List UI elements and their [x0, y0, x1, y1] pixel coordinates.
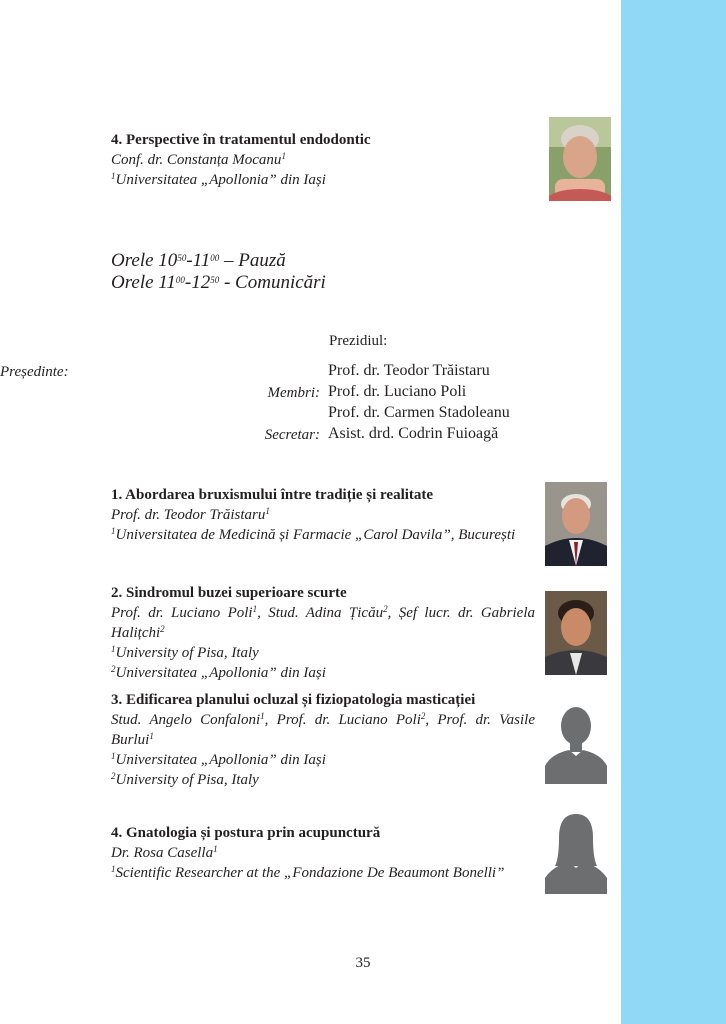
talk-title: 4. Perspective în tratamentul endodontic [111, 132, 371, 148]
presidium-title: Prezidiul: [329, 333, 388, 349]
presidium-role: Membri: [267, 385, 320, 401]
talk-title: 1. Abordarea bruxismului între tradiție și realitate [111, 487, 434, 503]
talk-affiliation: $^1$University of Pisa, Italy [111, 644, 259, 661]
talk-block-3 [111, 690, 535, 790]
talk-author: Conf. dr. Constanța Mocanu$^1$ [111, 151, 286, 168]
presidium-role: Secretar: [264, 427, 320, 443]
talk-block-4 [111, 823, 535, 883]
side-color-band [621, 0, 726, 1024]
talk-affiliation: $^1$Universitatea de Medicină și Farmacie „Carol Davila”, București [111, 526, 516, 543]
talk-affiliation: $^2$Universitatea „Apollonia” din Iași [111, 664, 326, 681]
female-silhouette-icon [545, 808, 607, 894]
talk-title: 3. Edificarea planului ocluzal și fiziopatologia masticației [111, 692, 476, 708]
talk-affiliation: $^1$Universitatea „Apollonia” din Iași [111, 171, 326, 188]
talk-title: 2. Sindromul buzei superioare scurte [111, 585, 347, 601]
page-number: 35 [355, 955, 371, 971]
portrait-woman-photo [549, 117, 611, 201]
presidium-name: Prof. dr. Luciano Poli [328, 383, 467, 400]
talk-author: Prof. dr. Teodor Trăistaru$^1$ [111, 506, 270, 523]
schedule-break: Orele $10^{50}-11^{00}$ – Pauză [111, 250, 286, 271]
talk-authors: Stud. Angelo Confaloni$^1$, Prof. dr. Luciano Poli$^2$, Prof. dr. Vasile Burlui$^1$ [111, 711, 535, 748]
talk-block-endodontic [111, 130, 531, 190]
presidium-name: Prof. dr. Teodor Trăistaru [328, 362, 490, 379]
talk-affiliation: $^2$University of Pisa, Italy [111, 771, 259, 788]
talk-block-1 [111, 485, 535, 545]
portrait-man-dark-hair-photo [545, 591, 607, 675]
male-silhouette-icon [545, 700, 607, 784]
talk-authors: Prof. dr. Luciano Poli$^1$, Stud. Adina Țicău$^2$, Șef lucr. dr. Gabriela Halițchi$^2$ [111, 604, 535, 641]
talk-block-2 [111, 583, 535, 683]
talk-author: Dr. Rosa Casella$^1$ [111, 844, 218, 861]
talk-affiliation: $^1$Universitatea „Apollonia” din Iași [111, 751, 326, 768]
schedule-communications: Orele $11^{00}-12^{50}$ - Comunicări [111, 272, 326, 293]
talk-title: 4. Gnatologia și postura prin acupunctură [111, 825, 381, 841]
talk-affiliation: $^1$Scientific Researcher at the „Fondazione De Beaumont Bonelli” [111, 864, 505, 881]
presidium-name: Asist. drd. Codrin Fuioagă [328, 425, 499, 442]
presidium-name: Prof. dr. Carmen Stadoleanu [328, 404, 510, 421]
portrait-man-grey-hair-photo [545, 482, 607, 566]
